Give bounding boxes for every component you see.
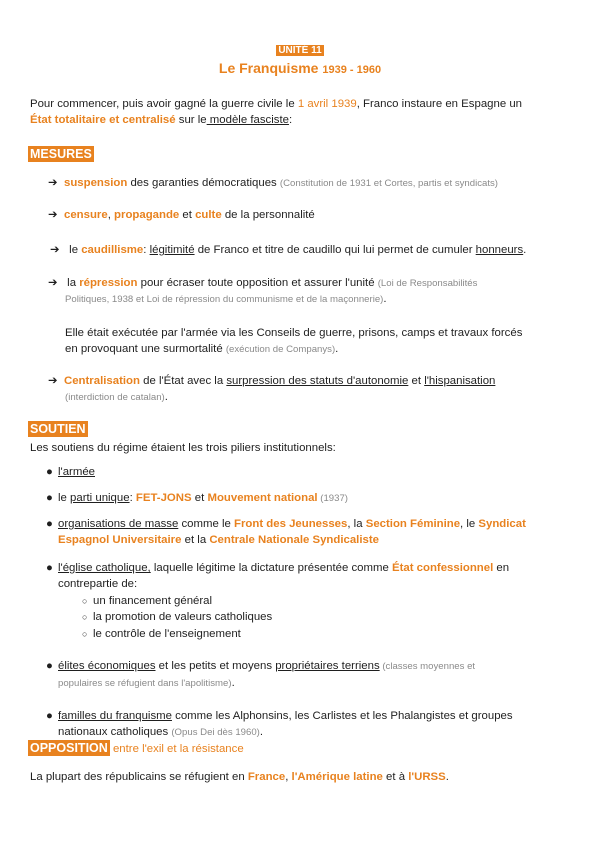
arrow-icon: ➔ <box>48 375 58 387</box>
intro-line-2: État totalitaire et centralisé sur le modèle fasciste: <box>30 114 293 126</box>
arrow-icon: ➔ <box>48 277 58 289</box>
bullet-icon: ● <box>46 466 53 478</box>
paragraph-line: Elle était exécutée par l'armée via les Conseils de guerre, prisons, camps et travaux forcés <box>65 327 523 339</box>
list-item: ● le parti unique: FET-JONS et Mouvement national (1937) <box>46 492 348 504</box>
list-item: ➔ le caudillisme: légitimité de Franco et titre de caudillo qui lui permet de cumuler honneurs. <box>50 244 527 256</box>
section-heading-opposition: OPPOSITION entre l'exil et la résistance <box>30 741 244 755</box>
section-heading-soutien: SOUTIEN <box>30 422 86 436</box>
bullet-icon: ● <box>46 562 53 574</box>
list-item: ➔ la répression pour écraser toute opposition et assurer l'unité (Loi de Responsabilités <box>48 277 478 289</box>
bullet-icon: ● <box>46 710 53 722</box>
circle-bullet-icon: ○ <box>82 629 88 639</box>
paragraph-line: La plupart des républicains se réfugient en France, l'Amérique latine et à l'URSS. <box>30 771 449 783</box>
list-item-continuation: contrepartie de: <box>58 578 138 590</box>
unit-label: UNITÉ 11 <box>278 45 322 56</box>
list-item-continuation: (interdiction de catalan). <box>65 391 168 403</box>
section-heading-mesures: MESURES <box>30 147 92 161</box>
bullet-icon: ● <box>46 660 53 672</box>
circle-bullet-icon: ○ <box>82 596 88 606</box>
list-item: ● familles du franquisme comme les Alphonsins, les Carlistes et les Phalangistes et groupes <box>46 710 513 722</box>
list-item-continuation: nationaux catholiques (Opus Dei dès 1960). <box>58 726 264 738</box>
list-item-continuation: Espagnol Universitaire et la Centrale Nationale Syndicaliste <box>58 534 379 546</box>
list-item: ● organisations de masse comme le Front des Jeunesses, la Section Féminine, le Syndicat <box>46 518 526 530</box>
paragraph-line: Les soutiens du régime étaient les trois piliers institutionnels: <box>30 442 336 454</box>
list-item: ➔ censure, propagande et culte de la personnalité <box>48 209 315 221</box>
bullet-icon: ● <box>46 492 53 504</box>
page-title: Le Franquisme 1939 - 1960 <box>218 60 382 76</box>
sub-list-item: ○ un financement général <box>82 595 213 607</box>
list-item-continuation: Politiques, 1938 et Loi de répression du communisme et de la maçonnerie). <box>65 293 387 305</box>
sub-list-item: ○ le contrôle de l'enseignement <box>82 628 241 640</box>
sub-list-item: ○ la promotion de valeurs catholiques <box>82 611 273 623</box>
list-item: ● l'église catholique, laquelle légitime la dictature présentée comme État confessionnel en <box>46 562 510 574</box>
arrow-icon: ➔ <box>50 244 60 256</box>
list-item: ● élites économiques et les petits et moyens propriétaires terriens (classes moyennes et <box>46 660 476 672</box>
intro-line-1: Pour commencer, puis avoir gagné la guerre civile le 1 avril 1939, Franco instaure en Espagne un <box>30 98 522 110</box>
arrow-icon: ➔ <box>48 209 58 221</box>
bullet-icon: ● <box>46 518 53 530</box>
paragraph-line: en provoquant une surmortalité (exécution de Companys). <box>65 343 339 355</box>
arrow-icon: ➔ <box>48 177 58 189</box>
list-item: ➔ suspension des garanties démocratiques (Constitution de 1931 et Cortes, partis et syndicats) <box>48 177 499 189</box>
circle-bullet-icon: ○ <box>82 612 88 622</box>
list-item: ● l'armée <box>46 466 95 478</box>
list-item-continuation: populaires se réfugient dans l'apolitisme). <box>58 677 235 689</box>
list-item: ➔ Centralisation de l'État avec la surpression des statuts d'autonomie et l'hispanisation <box>48 375 496 387</box>
